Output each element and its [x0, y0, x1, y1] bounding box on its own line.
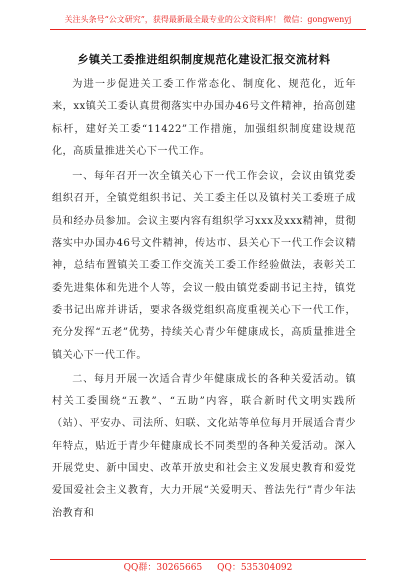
paragraph-section-two: 二、每月开展一次适合青少年健康成长的各种关爱活动。镇村关工委围绕“五教”、“五助”内容，联合新时代文明实践所（站）、平安办、司法所、妇联、文化站等单位每月开展适合青少年特点，贴近于青少年健康成长不同类型的各种关爱活动。深入开展党史、新中国史、改革开放史和社会主义发展史教育和爱党爱国爱社会主义教育，大力开展“关爱明天、普法先行”青少年法治教育和	[52, 373, 356, 519]
page-footer	[50, 559, 366, 574]
page-header-banner: 关注头条号“公文研究”，获得最新最全最专业的公文资料库！ 微信：gongwenyj	[50, 14, 366, 30]
document-title: 乡镇关工委推进组织制度规范化建设汇报交流材料	[77, 53, 331, 66]
footer-qq: QQ：535304092	[217, 563, 293, 573]
paragraph-section-one: 一、每年召开一次全镇关心下一代工作会议，会议由镇党委组织召开，全镇党组织书记、关工委主任以及镇村关工委班子成员和经办员参加。会议主要内容有组织学习xxx及xxx精神，贯彻落实中办国办46号文件精神，传达市、县关心下一代工作会议精神，总结布置镇关工委工作交流关工委工作经验做法，表彰关工委先进集体和先进个人等，会议一般由镇党委副书记主持，镇党委书记出席并讲话，要求各级党组织高度重视关心下一代工作，充分发挥“五老”优势，持续关心青少年健康成长，高质量推进全镇关心下一代工作。	[52, 171, 356, 361]
paragraph-intro: 为进一步促进关工委工作常态化、制度化、规范化，近年来，xx镇关工委认真贯彻落实中办国办46号文件精神，抬高创建标杆，建好关工委“11422”工作措施，加强组织制度建设规范化，高质量推进关心下一代工作。	[52, 79, 356, 157]
footer-qq-group: QQ群：30265665	[123, 563, 203, 573]
document-body	[52, 52, 356, 527]
